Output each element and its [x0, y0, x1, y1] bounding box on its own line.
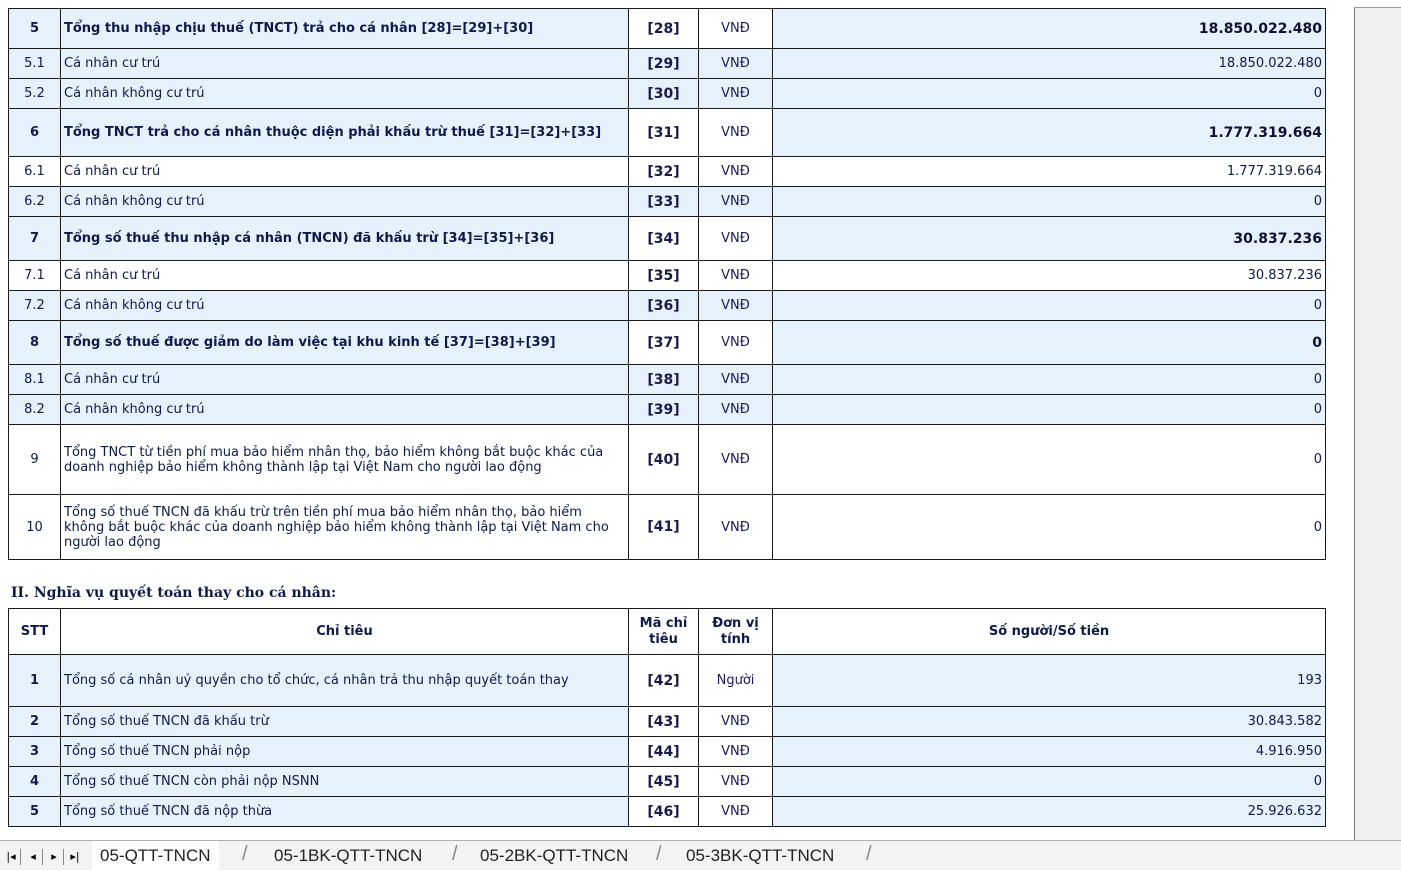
header-stt: STT — [9, 609, 61, 655]
row-unit: Người — [699, 655, 773, 707]
table-row — [9, 291, 1326, 321]
prev-sheet-icon[interactable]: ◂ — [30, 850, 36, 863]
row-description: Cá nhân cư trú — [61, 157, 629, 187]
row-code: [28] — [629, 9, 699, 49]
row-value-cell[interactable]: 25.926.632 — [773, 797, 1326, 827]
row-stt: 3 — [9, 737, 61, 767]
row-value-cell[interactable]: 0 — [773, 767, 1326, 797]
row-description: Tổng số thuế TNCN đã khấu trừ trên tiền phí mua bảo hiểm nhân thọ, bảo hiểm không bắt buộc khác của doanh nghiệp bảo hiểm không thành lập tại Việt Nam cho người lao động — [61, 495, 629, 560]
table-row — [9, 109, 1326, 157]
row-stt: 1 — [9, 655, 61, 707]
row-unit: VNĐ — [699, 767, 773, 797]
row-value-cell[interactable]: 30.837.236 — [773, 217, 1326, 261]
row-value-cell[interactable]: 30.837.236 — [773, 261, 1326, 291]
row-unit: VNĐ — [699, 365, 773, 395]
row-value-cell[interactable]: 0 — [773, 425, 1326, 495]
row-code: [35] — [629, 261, 699, 291]
row-stt: 9 — [9, 425, 61, 495]
row-code: [29] — [629, 49, 699, 79]
row-description: Tổng số thuế TNCN còn phải nộp NSNN — [61, 767, 629, 797]
row-value-cell[interactable]: 0 — [773, 395, 1326, 425]
table-row — [9, 655, 1326, 707]
table-row — [9, 217, 1326, 261]
row-unit: VNĐ — [699, 321, 773, 365]
header-don-vi: Đơn vị tính — [699, 609, 773, 655]
row-value-cell[interactable]: 4.916.950 — [773, 737, 1326, 767]
row-value-cell[interactable]: 0 — [773, 79, 1326, 109]
row-unit: VNĐ — [699, 797, 773, 827]
row-code: [31] — [629, 109, 699, 157]
row-stt: 8.2 — [9, 395, 61, 425]
row-description: Tổng thu nhập chịu thuế (TNCT) trả cho cá nhân [28]=[29]+[30] — [61, 9, 629, 49]
row-stt: 6.2 — [9, 187, 61, 217]
row-stt: 5 — [9, 797, 61, 827]
tab-05-2bk-qtt-tncn[interactable]: 05-2BK-QTT-TNCN — [480, 846, 629, 865]
row-value-cell[interactable]: 0 — [773, 321, 1326, 365]
row-stt: 8.1 — [9, 365, 61, 395]
row-value-cell[interactable]: 1.777.319.664 — [773, 109, 1326, 157]
row-description: Tổng TNCT từ tiền phí mua bảo hiểm nhân thọ, bảo hiểm không bắt buộc khác của doanh nghiệp bảo hiểm không thành lập tại Việt Nam cho người lao động — [61, 425, 629, 495]
row-code: [44] — [629, 737, 699, 767]
tab-05-1bk-qtt-tncn[interactable]: 05-1BK-QTT-TNCN — [274, 846, 423, 865]
row-value-cell[interactable]: 1.777.319.664 — [773, 157, 1326, 187]
row-description: Cá nhân không cư trú — [61, 291, 629, 321]
row-unit: VNĐ — [699, 737, 773, 767]
row-code: [34] — [629, 217, 699, 261]
row-stt: 6.1 — [9, 157, 61, 187]
row-stt: 7 — [9, 217, 61, 261]
declaration-table-part1 — [8, 8, 1326, 560]
table-row — [9, 707, 1326, 737]
tab-separator: / — [866, 843, 872, 865]
tab-05-3bk-qtt-tncn[interactable]: 05-3BK-QTT-TNCN — [686, 846, 835, 865]
row-description: Tổng số thuế TNCN đã nộp thừa — [61, 797, 629, 827]
table-row — [9, 79, 1326, 109]
row-unit: VNĐ — [699, 425, 773, 495]
row-code: [30] — [629, 79, 699, 109]
row-stt: 5.2 — [9, 79, 61, 109]
table-row — [9, 425, 1326, 495]
row-stt: 7.2 — [9, 291, 61, 321]
row-unit: VNĐ — [699, 291, 773, 321]
table-row — [9, 395, 1326, 425]
row-code: [33] — [629, 187, 699, 217]
table-row — [9, 9, 1326, 49]
nav-divider — [63, 849, 64, 865]
row-stt: 6 — [9, 109, 61, 157]
row-value-cell[interactable]: 0 — [773, 291, 1326, 321]
row-description: Tổng TNCT trả cho cá nhân thuộc diện phải khấu trừ thuế [31]=[32]+[33] — [61, 109, 629, 157]
first-sheet-icon[interactable]: |◂ — [6, 850, 16, 863]
row-code: [40] — [629, 425, 699, 495]
section-title: II. Nghĩa vụ quyết toán thay cho cá nhân: — [11, 585, 337, 601]
row-value-cell[interactable]: 0 — [773, 187, 1326, 217]
tab-separator: / — [242, 843, 248, 865]
table-row — [9, 187, 1326, 217]
nav-divider — [42, 849, 43, 865]
row-description: Tổng số thuế TNCN đã khấu trừ — [61, 707, 629, 737]
row-unit: VNĐ — [699, 395, 773, 425]
row-description: Tổng số thuế TNCN phải nộp — [61, 737, 629, 767]
declaration-table-part2 — [8, 608, 1326, 827]
table-row — [9, 737, 1326, 767]
sheet-tab-bar — [0, 840, 1401, 870]
row-value-cell[interactable]: 193 — [773, 655, 1326, 707]
table-row — [9, 157, 1326, 187]
row-stt: 7.1 — [9, 261, 61, 291]
row-unit: VNĐ — [699, 49, 773, 79]
row-unit: VNĐ — [699, 217, 773, 261]
row-unit: VNĐ — [699, 187, 773, 217]
row-value-cell[interactable]: 0 — [773, 495, 1326, 560]
row-code: [45] — [629, 767, 699, 797]
row-value-cell[interactable]: 30.843.582 — [773, 707, 1326, 737]
next-sheet-icon[interactable]: ▸ — [51, 850, 57, 863]
row-value-cell[interactable]: 0 — [773, 365, 1326, 395]
row-description: Tổng số cá nhân uỷ quyền cho tổ chức, cá nhân trả thu nhập quyết toán thay — [61, 655, 629, 707]
table-row — [9, 495, 1326, 560]
row-code: [43] — [629, 707, 699, 737]
row-stt: 5 — [9, 9, 61, 49]
row-unit: VNĐ — [699, 157, 773, 187]
row-stt: 4 — [9, 767, 61, 797]
vertical-scrollbar[interactable] — [1354, 8, 1401, 840]
row-stt: 8 — [9, 321, 61, 365]
row-code: [36] — [629, 291, 699, 321]
row-description: Tổng số thuế thu nhập cá nhân (TNCN) đã khấu trừ [34]=[35]+[36] — [61, 217, 629, 261]
nav-divider — [20, 849, 21, 865]
table-row — [9, 321, 1326, 365]
row-unit: VNĐ — [699, 79, 773, 109]
tab-05-qtt-tncn[interactable]: 05-QTT-TNCN — [92, 841, 219, 870]
row-description: Cá nhân không cư trú — [61, 79, 629, 109]
row-description: Cá nhân cư trú — [61, 49, 629, 79]
tab-separator: / — [452, 843, 458, 865]
table-row — [9, 797, 1326, 827]
last-sheet-icon[interactable]: ▸| — [70, 850, 80, 863]
tab-separator: / — [656, 843, 662, 865]
row-unit: VNĐ — [699, 495, 773, 560]
table-row — [9, 261, 1326, 291]
row-stt: 10 — [9, 495, 61, 560]
header-so-tien: Số người/Số tiền — [773, 609, 1326, 655]
row-unit: VNĐ — [699, 9, 773, 49]
row-stt: 2 — [9, 707, 61, 737]
row-description: Cá nhân không cư trú — [61, 395, 629, 425]
row-code: [46] — [629, 797, 699, 827]
row-code: [38] — [629, 365, 699, 395]
table-row — [9, 767, 1326, 797]
table-header-row — [9, 609, 1326, 655]
row-code: [42] — [629, 655, 699, 707]
row-value-cell[interactable]: 18.850.022.480 — [773, 9, 1326, 49]
header-chi-tieu: Chỉ tiêu — [61, 609, 629, 655]
header-ma-chi-tieu: Mã chỉ tiêu — [629, 609, 699, 655]
row-code: [39] — [629, 395, 699, 425]
row-unit: VNĐ — [699, 261, 773, 291]
row-description: Tổng số thuế được giảm do làm việc tại khu kinh tế [37]=[38]+[39] — [61, 321, 629, 365]
row-code: [32] — [629, 157, 699, 187]
row-description: Cá nhân cư trú — [61, 261, 629, 291]
table-row — [9, 49, 1326, 79]
row-code: [37] — [629, 321, 699, 365]
row-description: Cá nhân không cư trú — [61, 187, 629, 217]
row-stt: 5.1 — [9, 49, 61, 79]
row-code: [41] — [629, 495, 699, 560]
row-unit: VNĐ — [699, 707, 773, 737]
table-row — [9, 365, 1326, 395]
row-unit: VNĐ — [699, 109, 773, 157]
row-description: Cá nhân cư trú — [61, 365, 629, 395]
row-value-cell[interactable]: 18.850.022.480 — [773, 49, 1326, 79]
